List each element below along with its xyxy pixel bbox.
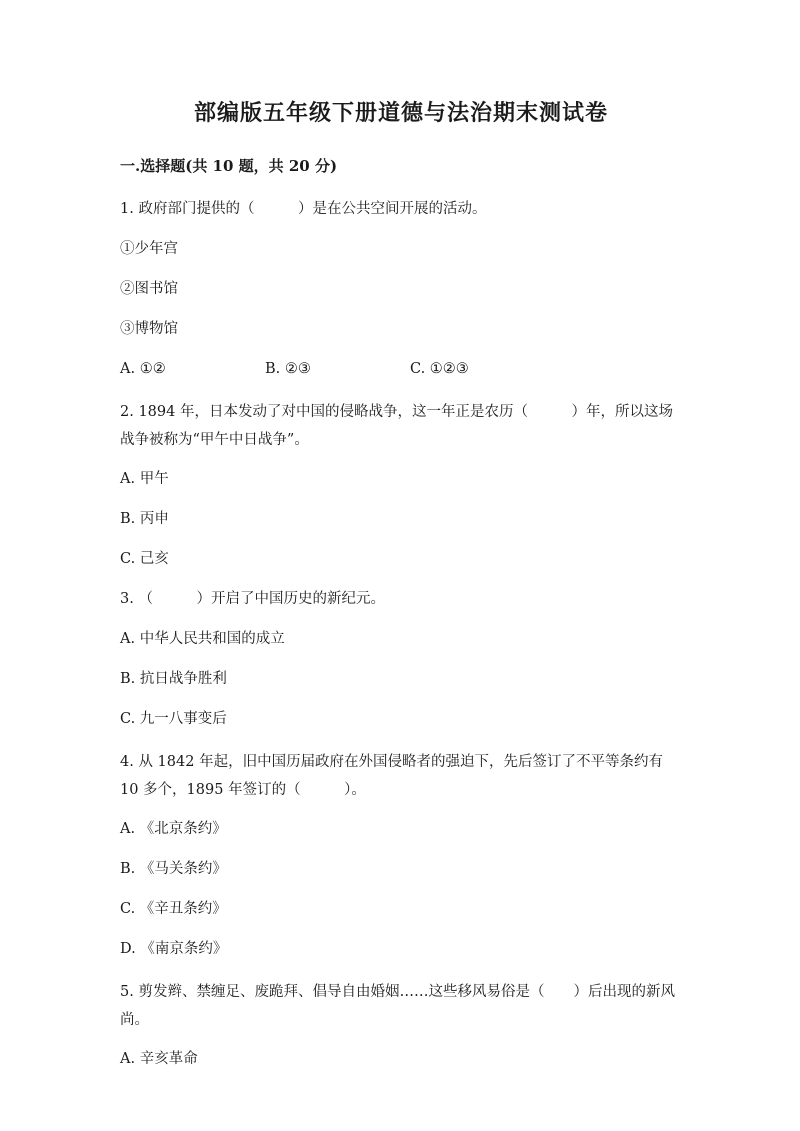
question-4-text: 4. 从 1842 年起，旧中国历届政府在外国侵略者的强迫下，先后签订了不平等条约有 10 多个，1895 年签订的（ ）。: [120, 754, 664, 798]
question-2-option-c: C. 己亥: [120, 551, 169, 567]
question-5-option-a: A. 辛亥革命: [120, 1051, 198, 1067]
question-1-text: 1. 政府部门提供的（ ）是在公共空间开展的活动。: [120, 201, 487, 217]
section-heading: 一.选择题(共 10 题，共 20 分): [120, 157, 338, 175]
question-1-option-c: C. ①②③: [410, 361, 469, 377]
question-1-option-a: A. ①②: [120, 361, 166, 377]
question-1-option-b: B. ②③: [265, 361, 311, 377]
question-3-option-c: C. 九一八事变后: [120, 711, 227, 727]
question-5-text: 5. 剪发辫、禁缠足、废跪拜、倡导自由婚姻……这些移风易俗是（ ）后出现的新风尚。: [120, 984, 675, 1028]
question-2-option-b: B. 丙申: [120, 511, 169, 527]
question-4-option-c: C. 《辛丑条约》: [120, 901, 227, 917]
question-4-option-d: D. 《南京条约》: [120, 941, 228, 957]
question-1-item-1: ①少年宫: [120, 241, 178, 257]
question-1-item-3: ③博物馆: [120, 321, 178, 337]
question-1-options: [120, 358, 682, 381]
question-3-option-b: B. 抗日战争胜利: [120, 671, 227, 687]
page-title: 部编版五年级下册道德与法治期末测试卷: [193, 100, 608, 126]
question-4-option-b: B. 《马关条约》: [120, 861, 227, 877]
question-3-option-a: A. 中华人民共和国的成立: [120, 631, 285, 647]
question-4-option-a: A. 《北京条约》: [120, 821, 227, 837]
question-3-text: 3. （ ）开启了中国历史的新纪元。: [120, 591, 385, 607]
question-1-item-2: ②图书馆: [120, 281, 178, 297]
question-2-option-a: A. 甲午: [120, 471, 169, 487]
question-2-text: 2. 1894 年，日本发动了对中国的侵略战争，这一年正是农历（ ）年，所以这场战争被称为“甲午中日战争”。: [120, 404, 673, 448]
